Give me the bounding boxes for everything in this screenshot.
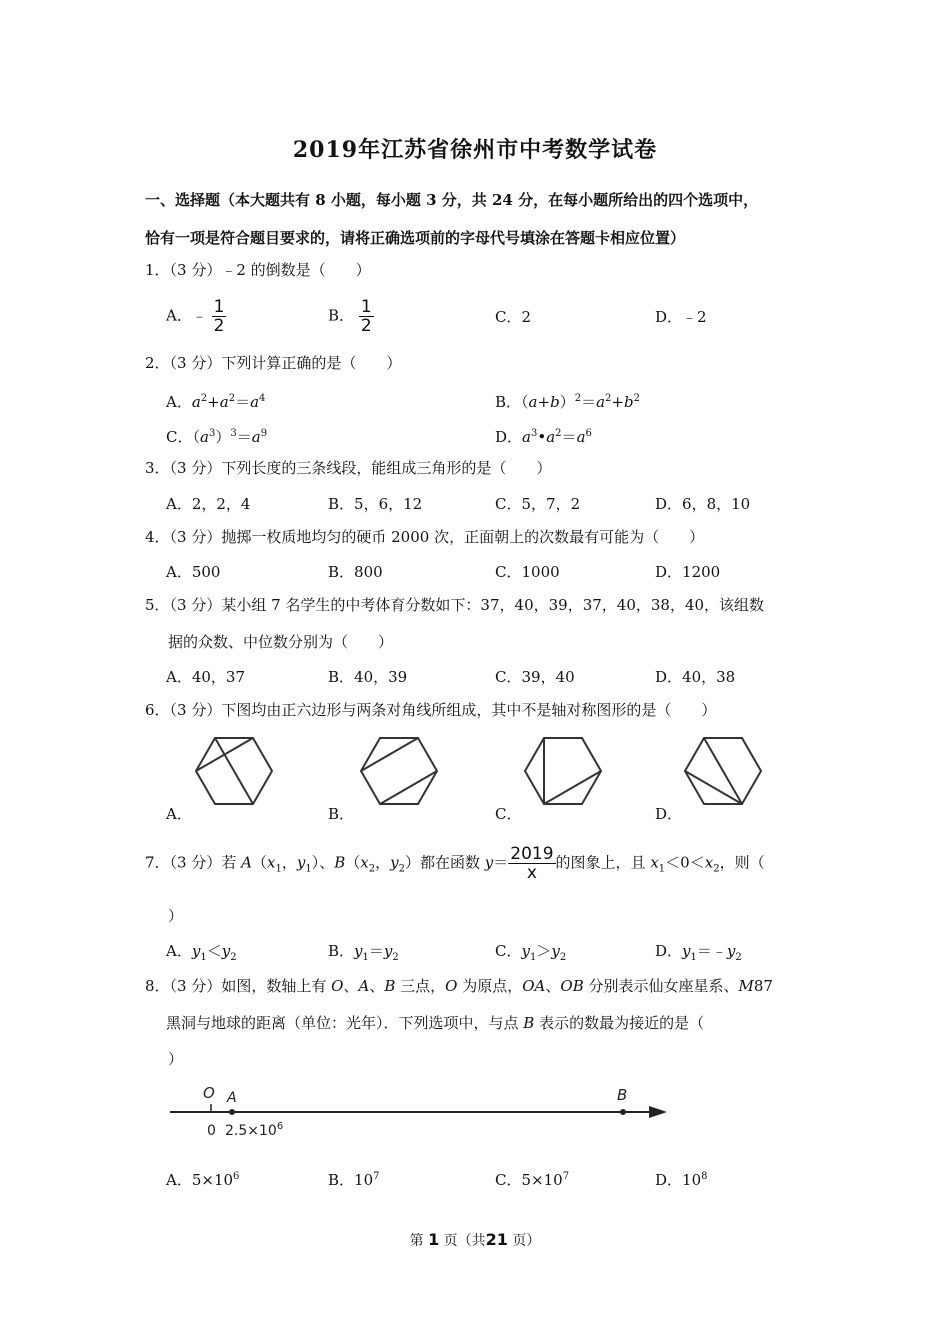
q6-option-a: A．	[166, 805, 192, 823]
q2-option-c-label: C．	[166, 428, 193, 446]
question-8-stem: 8．（3 分）如图，数轴上有 O、A、B 三点，O 为原点，OA、OB 分别表示仙女座星系、M87	[145, 977, 773, 995]
q1-option-b	[328, 298, 374, 335]
fraction-denominator: x	[526, 863, 537, 883]
question-1-stem: 1．（3 分）﹣2 的倒数是（ ）	[145, 261, 371, 279]
footer-prefix: 第	[409, 1233, 424, 1249]
question-6-stem: 6．（3 分）下图均由正六边形与两条对角线所组成，其中不是轴对称图形的是（ ）	[145, 701, 717, 719]
hexagon-figure-b	[358, 734, 440, 808]
question-5-stem: 5．（3 分）某小组 7 名学生的中考体育分数如下：37，40，39，37，40，38，40，该组数	[145, 596, 765, 614]
fraction-numerator: 1	[360, 297, 372, 317]
question-5-stem-continued: 据的众数、中位数分别为（ ）	[168, 633, 394, 651]
q3-option-a: A．2，2，4	[166, 495, 251, 513]
q5-option-a: A．40，37	[166, 668, 246, 686]
footer-middle: 页（共	[443, 1233, 486, 1249]
q8-option-d-label: D．10	[655, 1171, 702, 1189]
q3-option-c: C．5，7，2	[495, 495, 581, 513]
q1-option-c: C．2	[495, 308, 532, 326]
q3-option-d: D．6，8，10	[655, 495, 751, 513]
q7-option-c: C．$y_1>y_2$	[495, 942, 567, 963]
q8-option-c: C．$5\times 10^7$	[495, 1171, 570, 1189]
hexagon-figure-a	[193, 734, 275, 808]
q7-option-b: B．$y_1=y_2$	[328, 942, 399, 963]
q8-option-a-label: A．5×10	[166, 1171, 234, 1189]
q6-option-c: C．	[495, 805, 522, 823]
number-line-label-a: A	[227, 1090, 237, 1106]
q8-option-d: D．$10^8$	[655, 1171, 708, 1189]
q2-option-a: A．$a^2+a^2=a^4$	[166, 393, 266, 411]
q8-option-a: A．$5\times 10^6$	[166, 1171, 240, 1189]
q5-option-b: B．40，39	[328, 668, 408, 686]
fraction-denominator: 2	[360, 316, 372, 336]
section-instructions-line2: 恰有一项是符合题目要求的，请将正确选项前的字母代号填涂在答题卡相应位置）	[145, 229, 686, 247]
q2-option-b: B．$(a+b)^2=a^2+b^2$	[495, 393, 640, 411]
q7-option-b-label: B．	[328, 942, 355, 960]
q7-option-c-label: C．	[495, 942, 522, 960]
hexagon-figure-d	[682, 734, 764, 808]
q1-option-d: D．﹣2	[655, 308, 707, 326]
number-line-label-o: O	[203, 1084, 215, 1102]
q4-option-c: C．1000	[495, 563, 560, 581]
fraction-numerator: 1	[213, 297, 225, 317]
section-instructions-line1: 一、选择题（本大题共有 8 小题，每小题 3 分，共 24 分，在每小题所给出的四个选项中，	[145, 191, 759, 209]
q5-option-c: C．39，40	[495, 668, 575, 686]
q7-stem-prefix: 7．（3 分）若	[145, 853, 242, 872]
q6-option-d: D．	[655, 805, 683, 823]
footer-suffix: 页）	[512, 1233, 541, 1249]
q1-option-b-fraction	[359, 298, 374, 335]
fraction-numerator: 2019	[510, 844, 554, 864]
q1-option-a	[166, 298, 226, 335]
footer-page-number: 1	[428, 1230, 440, 1249]
q4-option-d: D．1200	[655, 563, 721, 581]
q8-stem-middle: 黑洞与地球的距离（单位：光年）．下列选项中，与点	[166, 1014, 519, 1032]
q6-option-b: B．	[328, 805, 355, 823]
q7-option-d-label: D．	[655, 942, 683, 960]
q1-option-a-label: A．﹣	[166, 306, 207, 325]
question-7-stem: 7．（3 分）若 $A(x_1$，$y_1$）、$B(x_2$，$y_2$）都在函数 y＝ $\frac{2019}{x}$ 的图象上，且 $x_1<0<x_2$，则（	[145, 844, 765, 883]
question-7-stem-continued: ）	[168, 907, 184, 925]
q7-function-fraction	[508, 845, 555, 882]
q1-option-b-label: B．	[328, 306, 355, 325]
question-4-stem: 4．（3 分）抛掷一枚质地均匀的硬币 2000 次，正面朝上的次数最有可能为（ ）	[145, 528, 705, 546]
number-line-label-b: B	[617, 1086, 628, 1104]
q4-option-a: A．500	[166, 563, 221, 581]
page-title: 2019年江苏省徐州市中考数学试卷	[292, 137, 658, 163]
q5-option-d: D．40，38	[655, 668, 736, 686]
q4-option-b: B．800	[328, 563, 383, 581]
number-line-a-exponent: 6	[276, 1121, 284, 1132]
hexagon-figure-c	[522, 734, 604, 808]
q1-option-a-fraction	[212, 298, 227, 335]
q2-option-d-label: D．	[495, 428, 523, 446]
number-line-zero: 0	[207, 1123, 216, 1139]
number-line-figure	[165, 1080, 675, 1140]
q7-option-a: A．$y_1<y_2$	[166, 942, 237, 963]
footer-total-pages: 21	[485, 1230, 508, 1249]
q8-option-c-label: C．5×10	[495, 1171, 563, 1189]
q2-option-b-label: B．	[495, 393, 522, 411]
number-line-a-base: 2.5×10	[225, 1123, 277, 1139]
q8-option-b: B．$10^7$	[328, 1171, 380, 1189]
question-2-stem: 2．（3 分）下列计算正确的是（ ）	[145, 354, 402, 372]
question-3-stem: 3．（3 分）下列长度的三条线段，能组成三角形的是（ ）	[145, 459, 552, 477]
question-8-stem-continued: 黑洞与地球的距离（单位：光年）．下列选项中，与点 B 表示的数最为接近的是（	[166, 1014, 705, 1032]
q2-option-c: C．$(a^3)^3=a^9$	[166, 428, 268, 446]
q8-stem-prefix: 8．（3 分）如图，数轴上有	[145, 977, 327, 995]
question-8-stem-end: ）	[168, 1050, 184, 1068]
q2-option-d: D．$a^3•a^2=a^6$	[495, 428, 592, 446]
q7-option-a-label: A．	[166, 942, 192, 960]
number-line-a-value	[225, 1121, 283, 1139]
q2-option-a-label: A．	[166, 393, 192, 411]
q7-stem-suffix: 的图象上，且	[555, 853, 646, 872]
page-footer	[0, 1230, 950, 1250]
q7-option-d: D．$y_1=﹣y_2$	[655, 942, 742, 963]
fraction-denominator: 2	[213, 316, 225, 336]
q8-option-b-label: B．10	[328, 1171, 374, 1189]
q3-option-b: B．5，6，12	[328, 495, 423, 513]
